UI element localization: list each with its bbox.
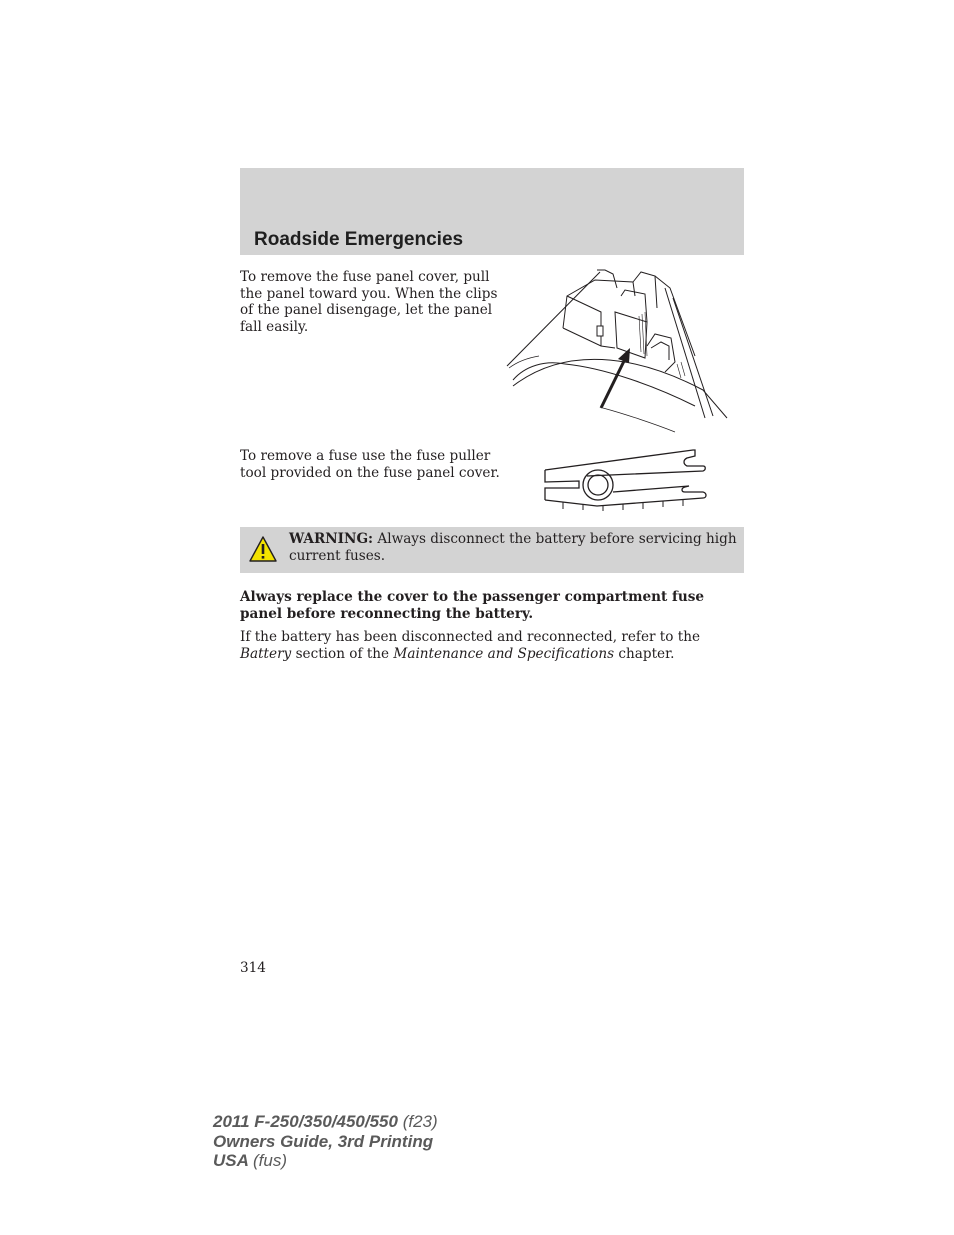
document-footer (213, 1112, 438, 1171)
fuse-puller-paragraph: To remove a fuse use the fuse puller tool provided on the fuse panel cover. (240, 448, 500, 481)
footer-model: 2011 F-250/350/450/550 (213, 1112, 398, 1131)
section-header-band (240, 168, 744, 255)
footer-region: USA (213, 1151, 249, 1170)
replace-cover-paragraph: Always replace the cover to the passenger compartment fuse panel before reconnecting the battery. (240, 589, 705, 622)
footer-model-code: (f23) (402, 1112, 438, 1131)
maintenance-chapter-reference: Maintenance and Specifications (393, 645, 615, 662)
battery-reference-paragraph (240, 629, 744, 662)
page-number: 314 (240, 960, 266, 976)
warning-label: WARNING: (289, 531, 374, 547)
reference-text-2: section of the (295, 645, 390, 662)
warning-triangle-icon (248, 535, 278, 563)
footer-region-line (213, 1151, 438, 1171)
reference-text-1: If the battery has been disconnected and reconnected, refer to the (240, 629, 701, 645)
fuse-cover-paragraph: To remove the fuse panel cover, pull the panel toward you. When the clips of the panel disengage, let the panel fall easily. (240, 269, 498, 335)
fuse-panel-cover-illustration (505, 268, 730, 434)
warning-box (240, 527, 744, 573)
footer-region-code: (fus) (253, 1151, 287, 1170)
warning-message: Always disconnect the battery before servicing high current fuses. (289, 531, 737, 564)
battery-section-reference: Battery (240, 645, 292, 662)
footer-guide-line: Owners Guide, 3rd Printing (213, 1131, 434, 1151)
warning-text (289, 531, 737, 564)
section-title: Roadside Emergencies (254, 229, 464, 250)
fuse-puller-tool-illustration (543, 448, 711, 514)
reference-text-3: chapter. (618, 645, 675, 662)
footer-model-line (213, 1112, 438, 1132)
